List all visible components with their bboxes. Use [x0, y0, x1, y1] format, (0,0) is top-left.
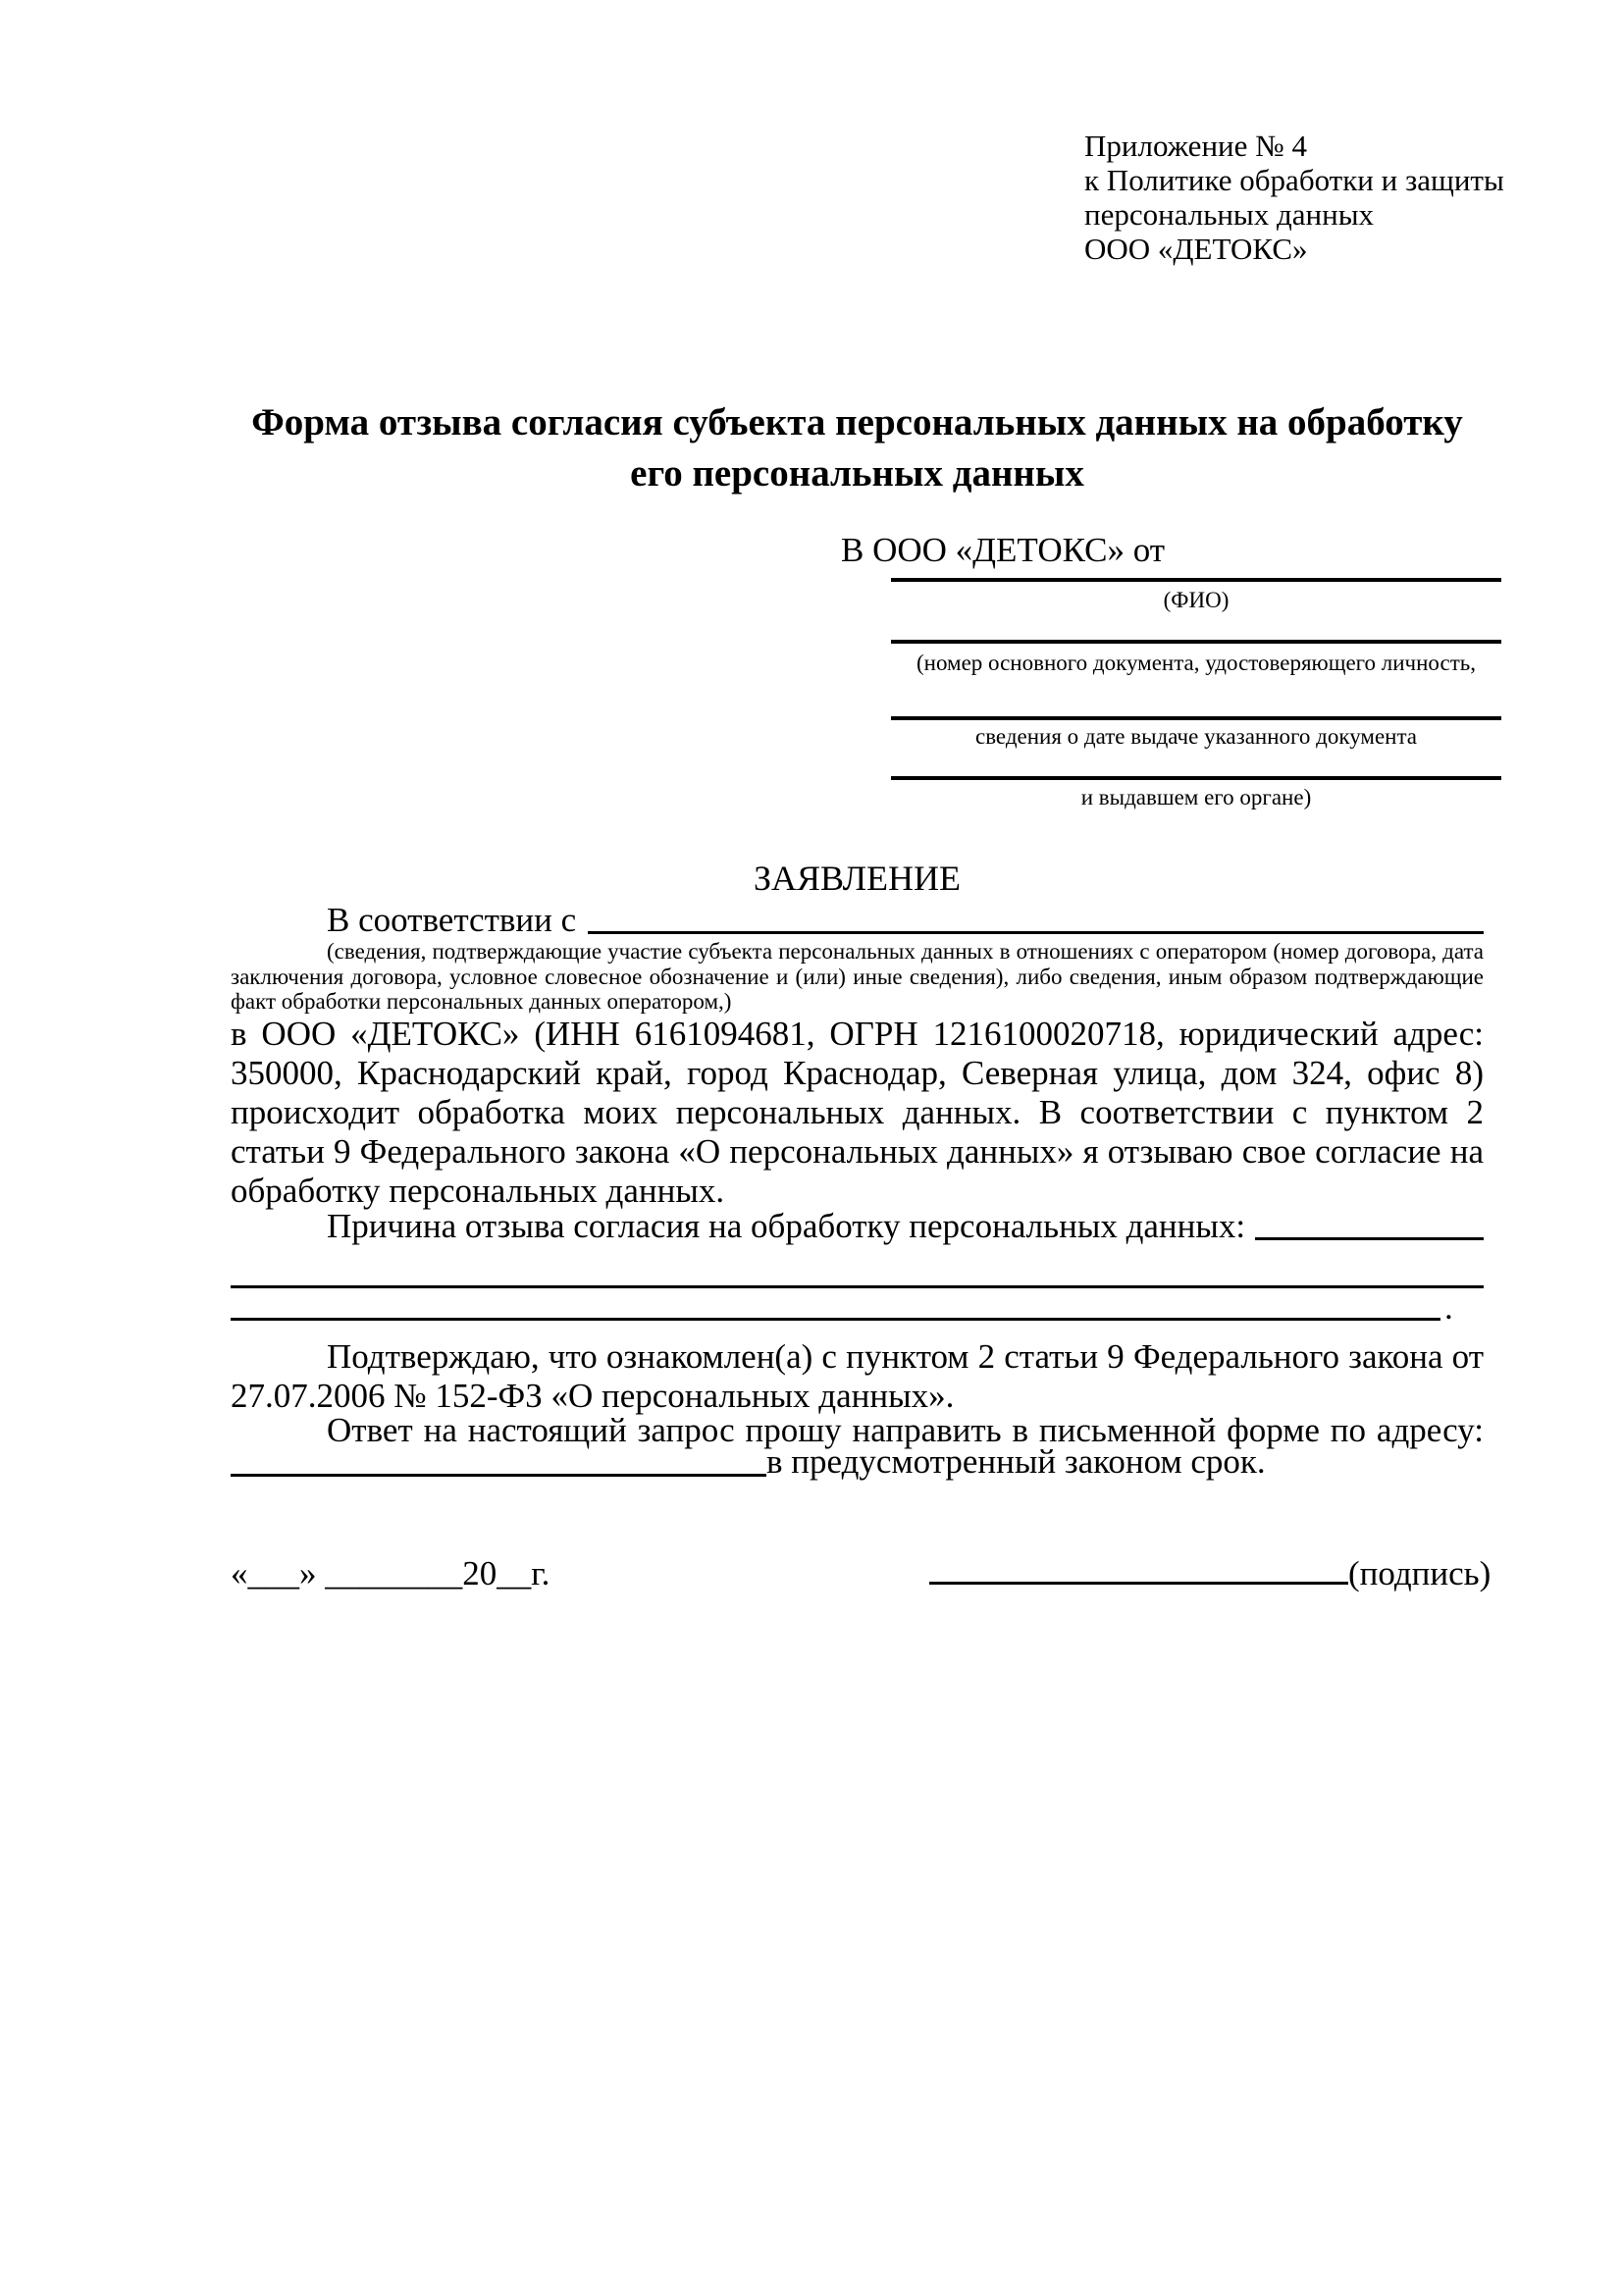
signature-blank-line: [929, 1582, 1348, 1585]
reply-address-tail-text: в предусмотренный законом срок.: [766, 1442, 1266, 1481]
blank-line-1: [231, 1285, 1484, 1288]
reason-line: [231, 1207, 1484, 1246]
signature-label: (подпись): [1348, 1554, 1492, 1592]
intro-line: [231, 899, 1484, 940]
issue-date-blank-line: [891, 716, 1501, 720]
appendix-header-line: к Политике обработки и защиты: [1084, 163, 1504, 197]
reason-blank-line: [1255, 1237, 1484, 1240]
confirmation-text: Подтверждаю, что ознакомлен(а) с пунктом 2 статьи 9 Федерального закона от 27.07.2006 № 152-ФЗ «О персональных данных».: [231, 1337, 1484, 1415]
appendix-header-line: ООО «ДЕТОКС»: [1084, 232, 1308, 266]
intro-lead-text: В соответствии с: [327, 901, 577, 939]
appendix-header: [1084, 129, 1504, 266]
body-text: в ООО «ДЕТОКС» (ИНН 6161094681, ОГРН 1216100020718, юридический адрес: 350000, Краснодарский край, город Краснодар, Северная улица, дом 324, офис 8) происходит обработка моих персональных данных. В соответствии с пунктом 2 статьи 9 Федерального закона «О персональных данных» я отзываю свое согласие на обработку персональных данных.: [231, 1015, 1484, 1210]
issue-date-label: сведения о дате выдаче указанного документа: [974, 724, 1418, 749]
reply-address-blank-row: [231, 1442, 1484, 1482]
issuing-authority-blank-line: [891, 776, 1501, 780]
document-number-blank-line: [891, 640, 1501, 644]
basis-blank-line: [588, 931, 1484, 934]
blank-line-2-period: .: [1444, 1288, 1453, 1327]
recipient-line: В ООО «ДЕТОКС» от: [841, 531, 1166, 569]
appendix-header-line: персональных данных: [1084, 197, 1375, 232]
fio-label: (ФИО): [1163, 588, 1230, 612]
blank-line-2: [231, 1318, 1440, 1321]
reason-lead-text: Причина отзыва согласия на обработку персональных данных:: [327, 1207, 1246, 1245]
date-blank-line: «___» ________20__г.: [231, 1554, 550, 1592]
document-number-label: (номер основного документа, удостоверяющего личность,: [916, 651, 1476, 675]
note-text: (сведения, подтверждающие участие субъекта персональных данных в отношениях с оператором (номер договора, дата заключения договора, условное словесное обозначение и (или) иные сведения), либо сведения, иным образом подтверждающие факт обработки персональных данных оператором,): [231, 939, 1484, 1014]
reply-address-blank-line: [231, 1474, 766, 1477]
reply-address-line: Ответ на настоящий запрос прошу направить в письменной форме по адресу:: [327, 1411, 1484, 1449]
document-title: Форма отзыва согласия субъекта персональных данных на обработку его персональных данных: [251, 401, 1463, 495]
appendix-header-line: Приложение № 4: [1084, 129, 1307, 163]
statement-heading: ЗАЯВЛЕНИЕ: [753, 859, 962, 898]
issuing-authority-label: и выдавшем его органе): [1080, 785, 1312, 809]
fio-blank-line: [891, 578, 1501, 582]
